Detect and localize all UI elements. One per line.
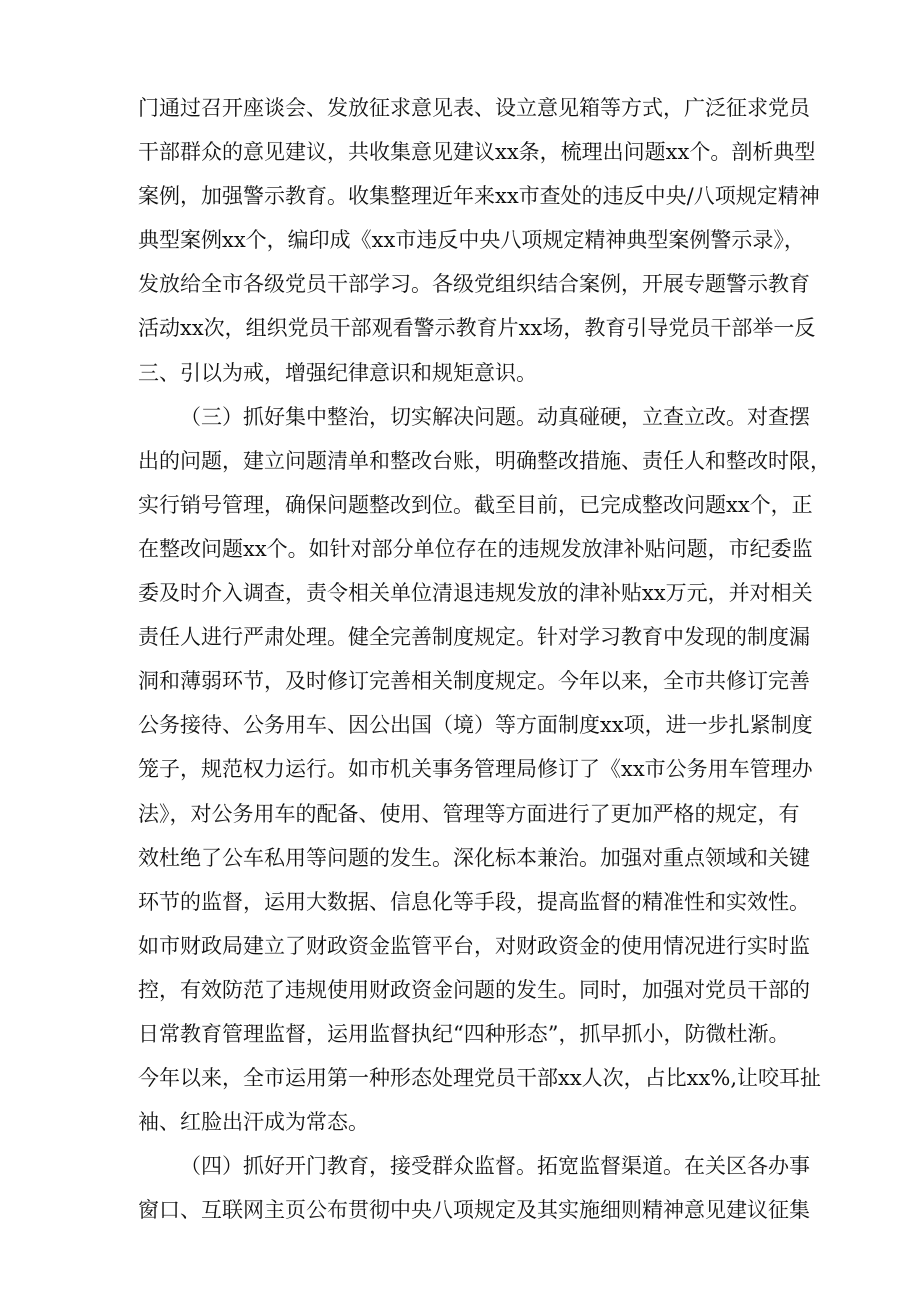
text-line: 干部群众的意见建议，共收集意见建议xx条，梳理出问题xx个。剖析典型 bbox=[138, 140, 816, 165]
text-line: （三）抓好集中整治，切实解决问题。动真碰硬，立查立改。对查摆 bbox=[180, 404, 810, 429]
text-line: 发放给全市各级党员干部学习。各级党组织结合案例，开展专题警示教育 bbox=[138, 272, 810, 297]
text-line: 法》，对公务用车的配备、使用、管理等方面进行了更加严格的规定，有 bbox=[138, 801, 800, 826]
text-line: 案例，加强警示教育。收集整理近年来xx市查处的违反中央/八项规定精神 bbox=[138, 184, 820, 209]
text-line: 公务接待、公务用车、因公出国（境）等方面制度xx项，进一步扎紧制度 bbox=[138, 713, 813, 738]
text-line: 在整改问题xx个。如针对部分单位存在的违规发放津补贴问题，市纪委监 bbox=[138, 536, 813, 561]
text-line: 如市财政局建立了财政资金监管平台，对财政资金的使用情况进行实时监 bbox=[138, 933, 810, 958]
text-line: （四）抓好开门教育，接受群众监督。拓宽监督渠道。在关区各办事 bbox=[180, 1154, 810, 1179]
text-line: 袖、红脸出汗成为常态。 bbox=[138, 1110, 369, 1135]
text-line: 日常教育管理监督，运用监督执纪“四种形态”，抓早抓小，防微杜渐。 bbox=[138, 1021, 790, 1046]
text-line: 窗口、互联网主页公布贯彻中央八项规定及其实施细则精神意见建议征集 bbox=[138, 1198, 810, 1223]
document-body bbox=[138, 86, 831, 1232]
text-line: 笼子，规范权力运行。如市机关事务管理局修订了《xx市公务用车管理办 bbox=[138, 757, 813, 782]
text-line: 实行销号管理，确保问题整改到位。截至目前，已完成整改问题xx个，正 bbox=[138, 492, 813, 517]
text-line: 洞和薄弱环节，及时修订完善相关制度规定。今年以来，全市共修订完善 bbox=[138, 669, 810, 694]
text-line: 今年以来，全市运用第一种形态处理党员干部xx人次，占比xx%,让咬耳扯 bbox=[138, 1066, 821, 1091]
text-line: 门通过召开座谈会、发放征求意见表、设立意见箱等方式，广泛征求党员 bbox=[138, 96, 810, 120]
paragraph-p2 bbox=[138, 395, 831, 1145]
text-line: 效杜绝了公车私用等问题的发生。深化标本兼治。加强对重点领域和关键 bbox=[138, 845, 810, 870]
text-line: 控，有效防范了违规使用财政资金问题的发生。同时，加强对党员干部的 bbox=[138, 977, 810, 1002]
text-line: 责任人进行严肃处理。健全完善制度规定。针对学习教育中发现的制度漏 bbox=[138, 625, 810, 650]
paragraph-p3 bbox=[138, 1144, 810, 1232]
text-line: 典型案例xx个，编印成《xx市违反中央八项规定精神典型案例警示录》， bbox=[138, 228, 805, 253]
text-line: 环节的监督，运用大数据、信息化等手段，提高监督的精准性和实效性。 bbox=[138, 889, 810, 914]
paragraph-p1 bbox=[138, 86, 820, 395]
text-line: 委及时介入调查，责令相关单位清退违规发放的津补贴xx万元，并对相关 bbox=[138, 581, 813, 606]
text-line: 出的问题，建立问题清单和整改台账，明确整改措施、责任人和整改时限， bbox=[138, 448, 831, 473]
text-line: 活动xx次，组织党员干部观看警示教育片xx场，教育引导党员干部举一反 bbox=[138, 316, 816, 341]
text-line: 三、引以为戒，增强纪律意识和规矩意识。 bbox=[138, 360, 537, 385]
